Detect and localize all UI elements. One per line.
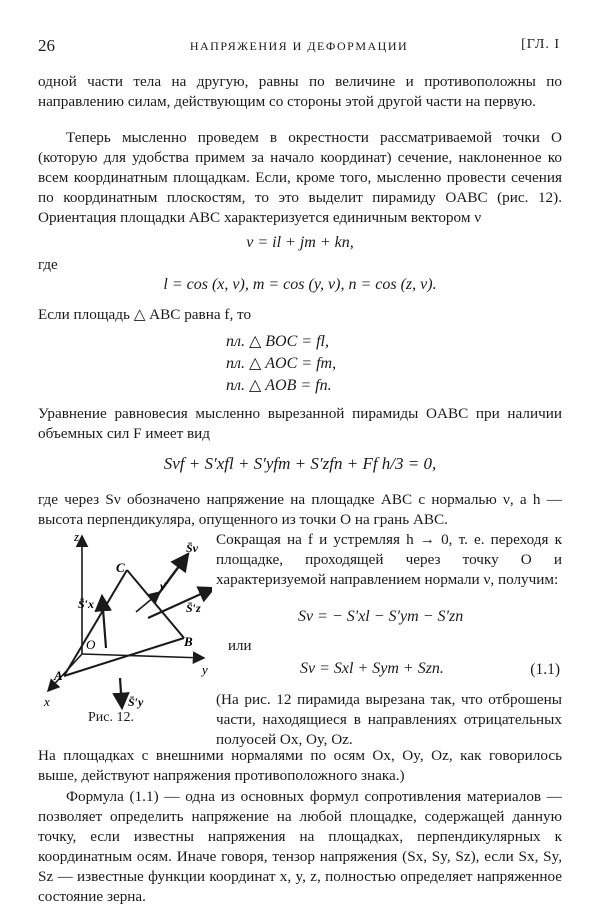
- label-a: A: [54, 668, 63, 683]
- label-b: B: [184, 634, 193, 649]
- equation-negative: Sν = − S′xl − S′ym − S′zn: [298, 608, 464, 625]
- chapter-marker: [ГЛ. I: [521, 37, 560, 52]
- label-z: z: [74, 529, 80, 544]
- equation-cosines: l = cos (x, ν), m = cos (y, ν), n = cos (z, ν).: [163, 276, 437, 293]
- vector-syp: [120, 678, 122, 708]
- figure-caption: Рис. 12.: [88, 710, 134, 725]
- label-syp: S̄′y: [128, 695, 144, 709]
- label-o: O: [86, 637, 96, 652]
- label-y: y: [202, 662, 208, 677]
- area-line-1: пл. △ BOC = fl,: [226, 333, 329, 350]
- y-axis: [82, 654, 204, 658]
- equation-main: Sν = Sxl + Sym + Szn.: [300, 660, 444, 677]
- vector-szp: [148, 588, 212, 618]
- vector-sxp: [102, 596, 106, 648]
- paragraph-6: Сокращая на f и устремляя h → 0, т. е. переходя к площадке, проходящей через точку O и характеризуемой направлением нормали ν, получим:: [216, 531, 562, 588]
- or-word: или: [228, 638, 252, 654]
- where-word: где: [38, 257, 58, 273]
- label-szp: S̄′z: [186, 601, 201, 615]
- figure-12-pyramid: [36, 528, 212, 713]
- label-nu: ν̄: [160, 579, 166, 593]
- paragraph-4: Уравнение равновесия мысленно вырезанной пирамиды OABC при наличии объемных сил F имеет вид: [38, 405, 562, 442]
- equation-nu: ν = il + jm + kn,: [246, 234, 354, 251]
- page-number: 26: [38, 36, 55, 55]
- equilibrium-equation: Sνf + S′xfl + S′yfm + S′zfn + Ff h/3 = 0,: [163, 454, 437, 473]
- label-c: C: [116, 560, 125, 575]
- edge-ca: [64, 570, 127, 676]
- paragraph-5: где через Sν обозначено напряжение на площадке ABC с нормалью ν, а h — высота перпендикуляра, опущенного из точки O на грань ABC.: [38, 491, 562, 528]
- paragraph-8: На площадках с внешними нормалями по осям Ox, Oy, Oz, как говорилось выше, действуют напряжения противоположного знака.): [38, 747, 562, 784]
- label-x: x: [44, 694, 50, 709]
- equation-number: (1.1): [530, 661, 560, 678]
- edge-cb: [127, 570, 184, 638]
- running-title: НАПРЯЖЕНИЯ И ДЕФОРМАЦИИ: [189, 39, 409, 53]
- label-sxp: S̄′x: [78, 597, 95, 611]
- paragraph-3: Если площадь △ ABC равна f, то: [38, 306, 252, 323]
- paragraph-9: Формула (1.1) — одна из основных формул сопротивления материалов — позволяет определить напряжение на любой площадке, содержащей данную точку, если известны напряжения на площадках, перпендикулярных к координатным осям. Иначе говоря, тензор напряжения (Sx, Sy, Sz), если Sx, Sy, Sz — известные функции координат x, y, z, полностью определяет напряженное состояние зерна.: [38, 788, 562, 905]
- label-snu: S̄ν: [186, 541, 198, 555]
- paragraph-1: одной части тела на другую, равны по величине и противоположны по направлению силам, действующим со стороны этой другой части на первую.: [38, 73, 562, 110]
- running-header: [38, 36, 560, 56]
- area-line-2: пл. △ AOC = fm,: [226, 355, 337, 372]
- paragraph-2: Теперь мысленно проведем в окрестности рассматриваемой точки O (которую для удобства примем за начало координат) сечение, наклоненное ко всем координатным площадкам. Если, кроме того, мысленно провести сечения по координатным плоскостям, то это выделит пирамиду OABC (рис. 12). Ориентация площадки ABC характеризуется единичным вектором ν: [38, 129, 562, 226]
- paragraph-7: (На рис. 12 пирамида вырезана так, что отброшены части, находящиеся в направлениях отрицательных полуосей Ox, Oy, Oz.: [216, 691, 562, 748]
- area-line-3: пл. △ AOB = fn.: [226, 377, 332, 394]
